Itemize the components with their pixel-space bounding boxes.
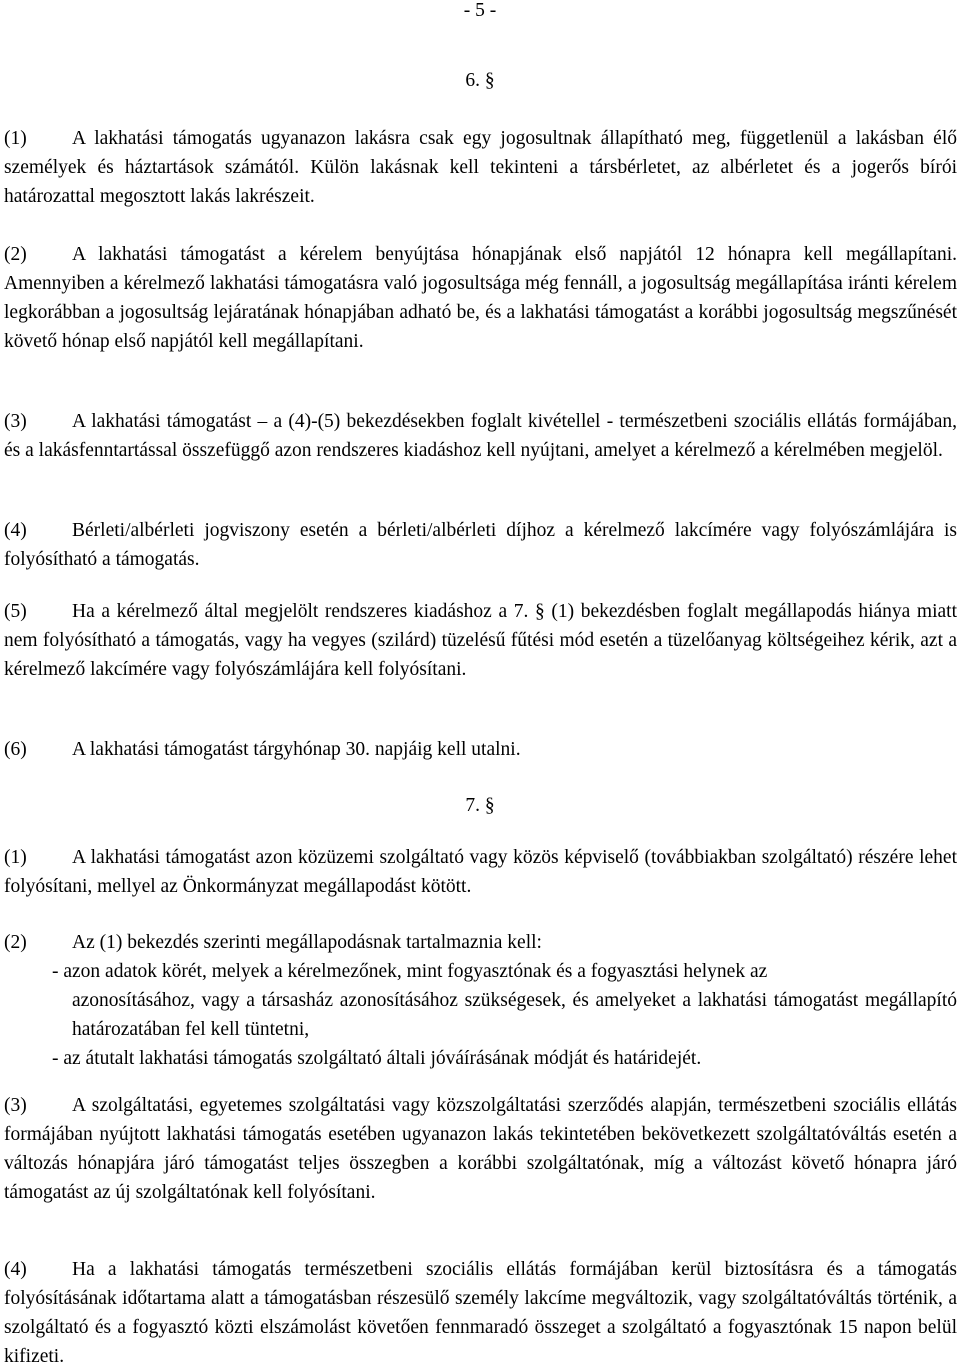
paragraph-number: (5) [4, 601, 27, 622]
page-number: - 5 - [463, 0, 497, 21]
section-6-paragraph-2 [4, 240, 957, 356]
paragraph-text: A lakhatási támogatás ugyanazon lakásra csak egy jogosultnak állapítható meg, függetlenül a lakásban élő személyek és háztartások számától. Külön lakásnak kell tekinteni a társbérletet, az albérletet és a jogerős bírói határozattal megosztott lakás lakrészeit. [4, 128, 957, 207]
section-6-paragraph-3 [4, 407, 957, 465]
list-item-2: - az átutalt lakhatási támogatás szolgáltató általi jóváírásának módját és határidejét. [52, 1048, 702, 1069]
list-item-1-first-line: - azon adatok körét, melyek a kérelmezőnek, mint fogyasztónak és a fogyasztási helynek az [52, 961, 768, 982]
section-7-paragraph-3 [4, 1091, 957, 1207]
paragraph-text: Ha a kérelmező által megjelölt rendszeres kiadáshoz a 7. § (1) bekezdésben foglalt megállapodás hiánya miatt nem folyósítható a támogatás, vagy ha vegyes (szilárd) tüzelésű fűtési mód esetén a tüzelőanyag költségeihez kérik, azt a kérelmező lakcímére vagy folyószámlájára kell folyósítani. [4, 601, 957, 680]
paragraph-number: (4) [4, 1259, 27, 1280]
paragraph-text: A lakhatási támogatást a kérelem benyújtása hónapjának első napjától 12 hónapra kell megállapítani. Amennyiben a kérelmező lakhatási támogatásra való jogosultsága még fennáll, a jogosultság megállapítása iránti kérelem legkorábban a jogosultság lejáratának hónapjában adható be, és a lakhatási támogatást a korábbi jogosultság megszűnését követő hónap első napjától kell megállapítani. [4, 244, 957, 352]
paragraph-text: Az (1) bekezdés szerinti megállapodásnak tartalmaznia kell: [72, 932, 542, 953]
section-6-paragraph-4 [4, 516, 957, 574]
paragraph-text: A lakhatási támogatást tárgyhónap 30. napjáig kell utalni. [72, 739, 521, 760]
paragraph-text: A lakhatási támogatást – a (4)-(5) bekezdésekben foglalt kivétellel - természetbeni szociális ellátás formájában, és a lakásfenntartással összefüggő azon rendszeres kiadáshoz kell nyújtani, amelyet a kérelmező a kérelmében megjelöl. [4, 411, 957, 461]
paragraph-number: (1) [4, 847, 27, 868]
section-6-paragraph-5 [4, 597, 957, 684]
section-6-paragraph-1 [4, 124, 957, 211]
paragraph-number: (3) [4, 1095, 27, 1116]
paragraph-number: (3) [4, 411, 27, 432]
section-6-paragraph-6 [4, 735, 957, 764]
list-item-1-continuation: azonosításához, vagy a társasház azonosításához szükségesek, és amelyeket a lakhatási támogatást megállapító határozatában fel kell tüntetni, [72, 990, 957, 1040]
paragraph-text: Bérleti/albérleti jogviszony esetén a bérleti/albérleti díjhoz a kérelmező lakcímére vagy folyószámlájára is folyósítható a támogatás. [4, 520, 957, 570]
paragraph-text: A lakhatási támogatást azon közüzemi szolgáltató vagy közös képviselő (továbbiakban szolgáltató) részére lehet folyósítani, mellyel az Önkormányzat megállapodást kötött. [4, 847, 957, 897]
paragraph-number: (2) [4, 932, 27, 953]
section-7-paragraph-4 [4, 1255, 957, 1371]
paragraph-number: (6) [4, 739, 27, 760]
paragraph-number: (1) [4, 128, 27, 149]
section-7-paragraph-2 [4, 928, 957, 1073]
section-7-heading: 7. § [465, 795, 495, 816]
paragraph-text: A szolgáltatási, egyetemes szolgáltatási vagy közszolgáltatási szerződés alapján, természetbeni szociális ellátás formájában nyújtott lakhatási támogatás esetében ugyanazon lakás tekintetében bekövetkezett szolgáltatóváltás esetén a változás hónapjára járó támogatást teljes összegben a korábbi szolgáltatónak, míg a változást követő hónapra járó támogatást az új szolgáltatónak kell folyósítani. [4, 1095, 957, 1203]
paragraph-number: (4) [4, 520, 27, 541]
paragraph-number: (2) [4, 244, 27, 265]
section-7-paragraph-1 [4, 843, 957, 901]
section-6-heading: 6. § [465, 70, 495, 91]
paragraph-text: Ha a lakhatási támogatás természetbeni szociális ellátás formájában kerül biztosításra és a támogatás folyósításának időtartama alatt a támogatásban részesülő személy lakcíme megváltozik, vagy szolgáltatóváltás történik, a szolgáltató és a fogyasztó közti elszámolást követően fennmaradó összeget a szolgáltató a fogyasztónak 15 napon belül kifizeti. [4, 1259, 957, 1367]
paragraph-intro [4, 928, 957, 957]
